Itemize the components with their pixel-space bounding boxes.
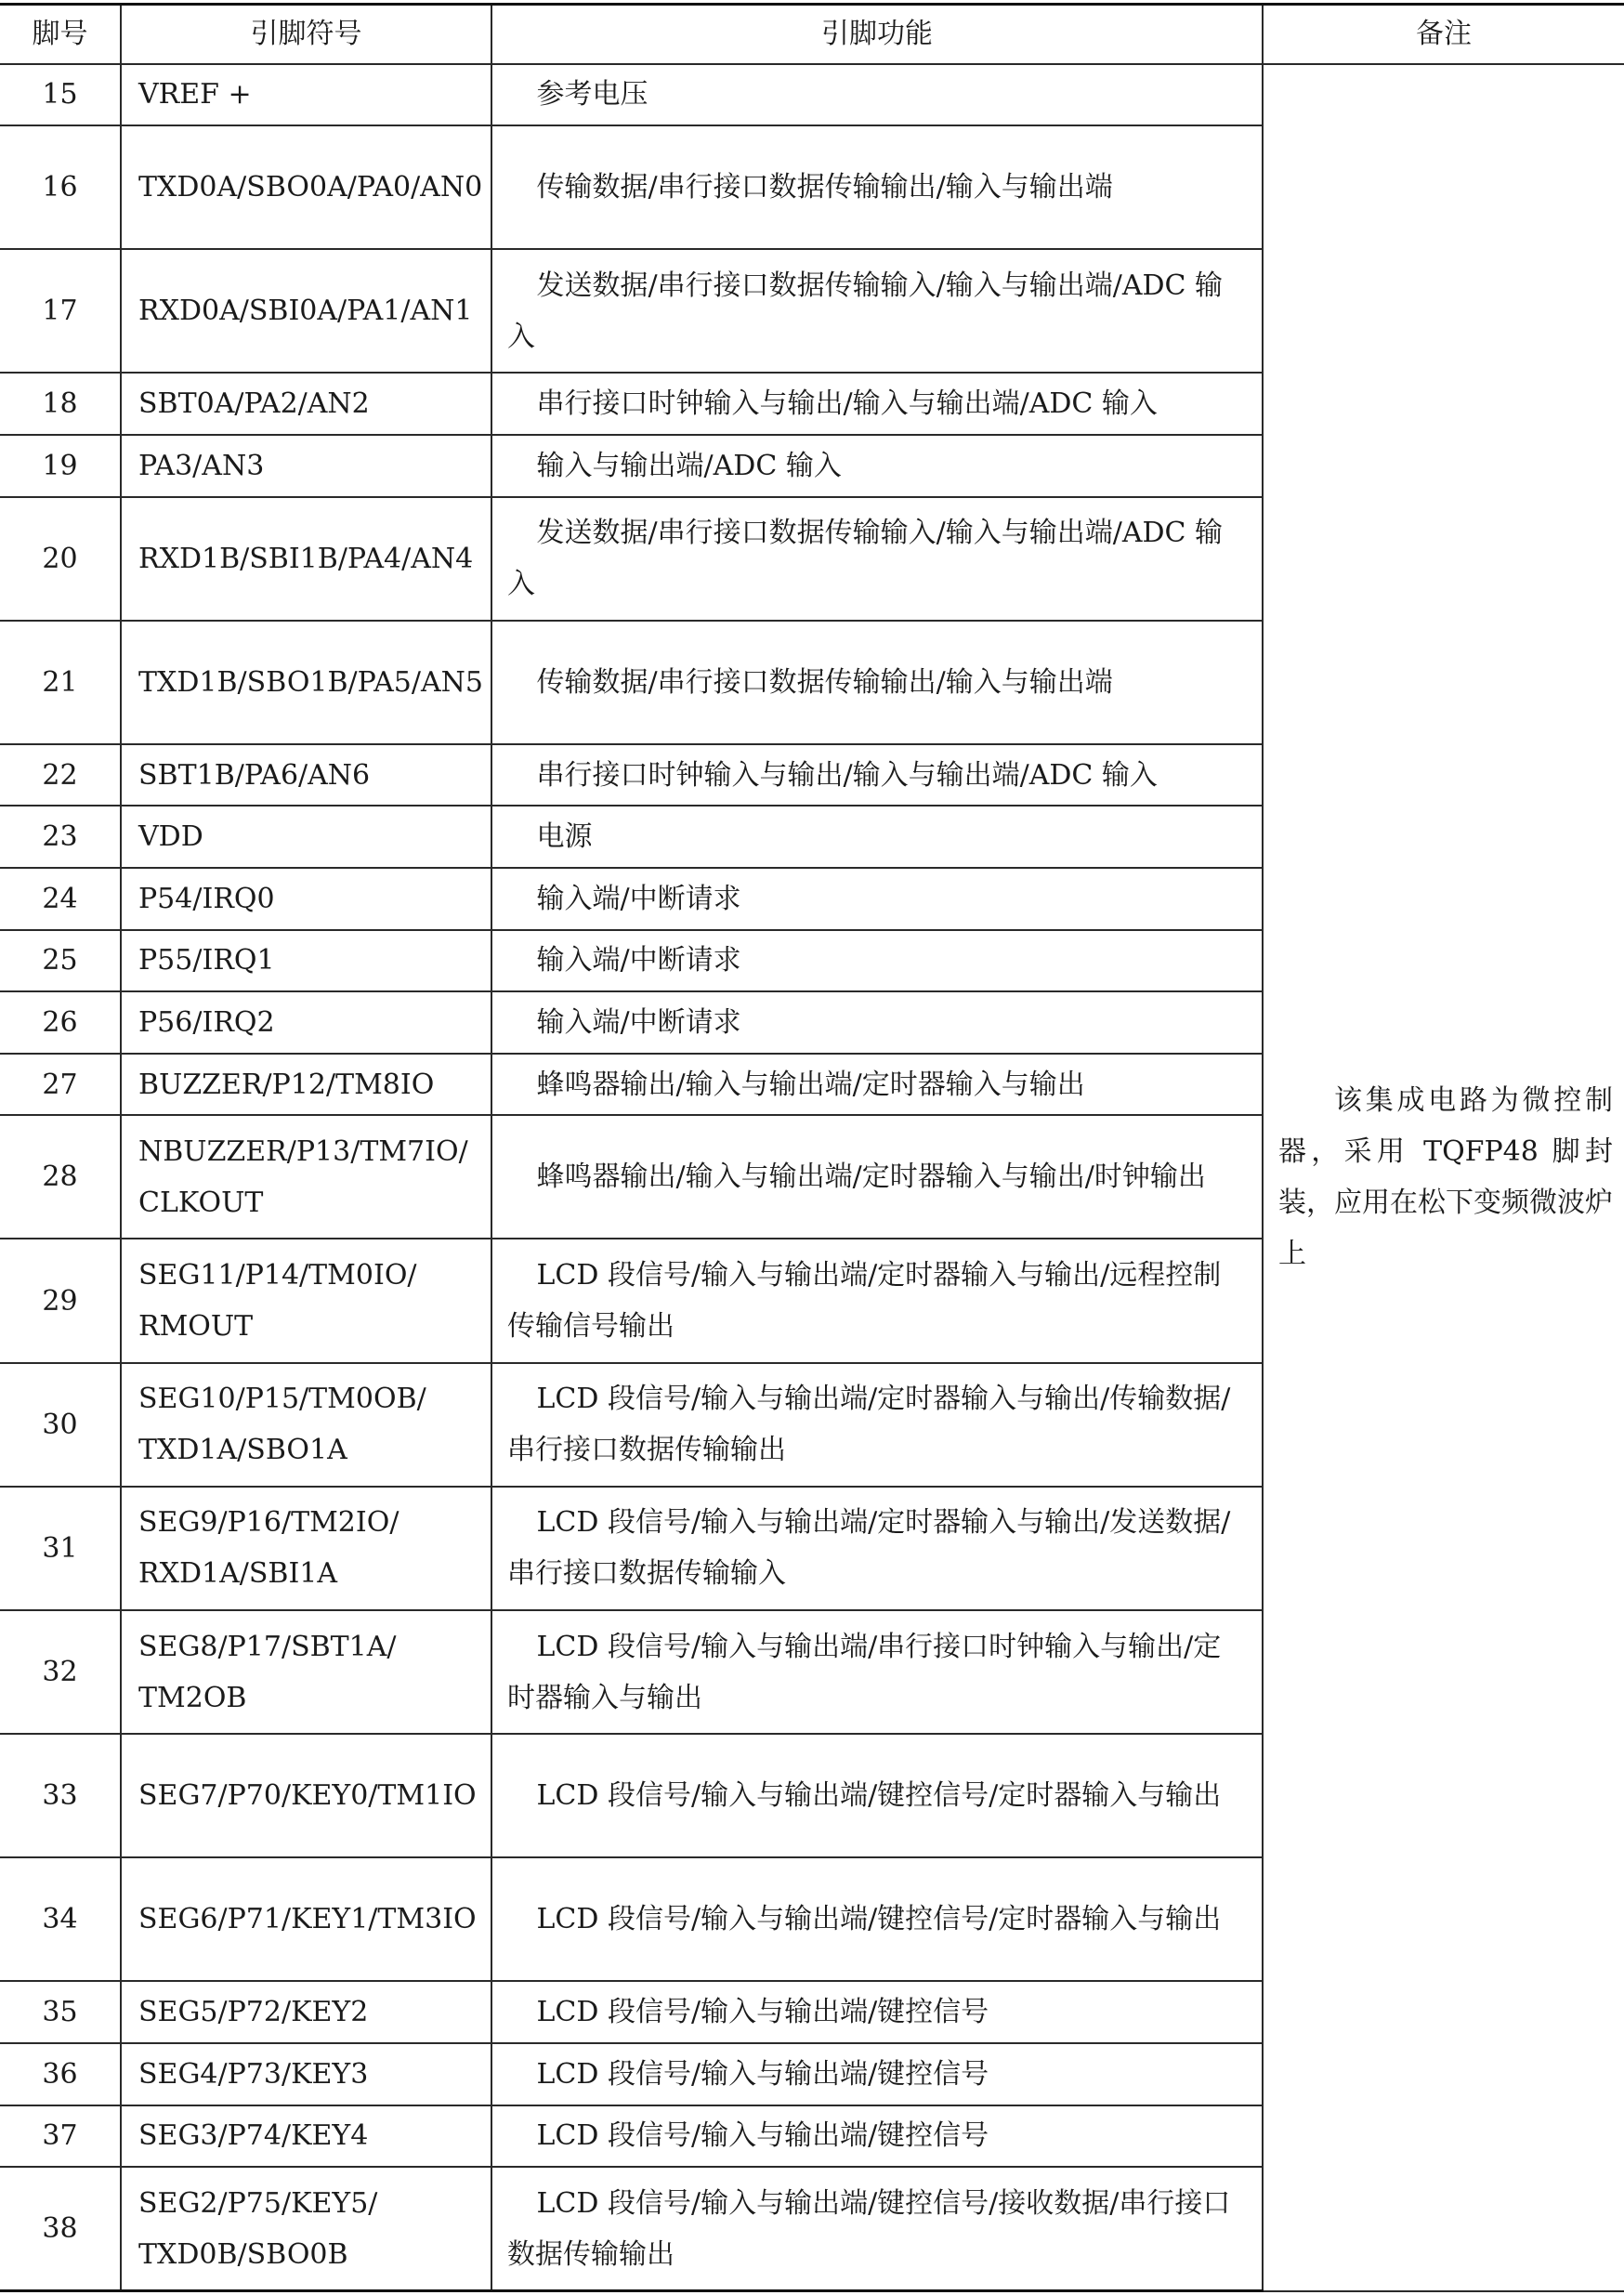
pin-number-cell: 28 — [0, 1115, 121, 1239]
pin-function-cell: LCD 段信号/输入与输出端/键控信号 — [491, 2105, 1263, 2168]
pin-function-table — [0, 3, 1624, 2292]
pin-function-cell: 参考电压 — [491, 64, 1263, 126]
pin-number-cell: 23 — [0, 806, 121, 868]
pin-symbol-cell: SEG7/P70/KEY0/TM1IO — [121, 1734, 491, 1857]
pin-number-cell: 36 — [0, 2043, 121, 2105]
pin-symbol-cell: RXD1B/SBI1B/PA4/AN4 — [121, 497, 491, 621]
header-remarks: 备注 — [1263, 5, 1624, 64]
header-pin-number: 脚号 — [0, 5, 121, 64]
pin-function-cell: 电源 — [491, 806, 1263, 868]
pin-symbol-cell: SEG3/P74/KEY4 — [121, 2105, 491, 2168]
pin-function-cell: LCD 段信号/输入与输出端/键控信号 — [491, 1981, 1263, 2043]
pin-symbol-cell: SEG8/P17/SBT1A/ TM2OB — [121, 1610, 491, 1734]
pin-symbol-cell: NBUZZER/P13/TM7IO/ CLKOUT — [121, 1115, 491, 1239]
pin-symbol-cell: SBT1B/PA6/AN6 — [121, 744, 491, 807]
pin-number-cell: 29 — [0, 1239, 121, 1362]
pin-number-cell: 16 — [0, 125, 121, 249]
pin-function-cell: 输入端/中断请求 — [491, 868, 1263, 930]
pin-function-cell: LCD 段信号/输入与输出端/键控信号/定时器输入与输出 — [491, 1857, 1263, 1981]
pin-function-cell: 发送数据/串行接口数据传输输入/输入与输出端/ADC 输入 — [491, 497, 1263, 621]
pin-function-cell: 输入与输出端/ADC 输入 — [491, 435, 1263, 497]
pin-function-cell: LCD 段信号/输入与输出端/键控信号/接收数据/串行接口数据传输输出 — [491, 2167, 1263, 2290]
pin-number-cell: 32 — [0, 1610, 121, 1734]
pin-symbol-cell: P56/IRQ2 — [121, 991, 491, 1054]
pin-symbol-cell: TXD1B/SBO1B/PA5/AN5 — [121, 621, 491, 744]
pin-symbol-cell: SEG10/P15/TM0OB/ TXD1A/SBO1A — [121, 1363, 491, 1487]
pin-number-cell: 22 — [0, 744, 121, 807]
pin-symbol-cell: SEG2/P75/KEY5/ TXD0B/SBO0B — [121, 2167, 491, 2290]
pin-function-cell: 串行接口时钟输入与输出/输入与输出端/ADC 输入 — [491, 373, 1263, 435]
pin-number-cell: 33 — [0, 1734, 121, 1857]
pin-function-cell: 输入端/中断请求 — [491, 930, 1263, 992]
pin-function-cell: LCD 段信号/输入与输出端/串行接口时钟输入与输出/定时器输入与输出 — [491, 1610, 1263, 1734]
pin-function-cell: LCD 段信号/输入与输出端/定时器输入与输出/远程控制传输信号输出 — [491, 1239, 1263, 1362]
header-row — [0, 5, 1624, 64]
pin-symbol-cell: SEG4/P73/KEY3 — [121, 2043, 491, 2105]
pin-symbol-cell: P55/IRQ1 — [121, 930, 491, 992]
pin-number-cell: 18 — [0, 373, 121, 435]
pin-number-cell: 27 — [0, 1054, 121, 1116]
remarks-cell: 该集成电路为微控制器，采用 TQFP48 脚封装，应用在松下变频微波炉上 — [1263, 64, 1624, 2291]
pin-symbol-cell: SEG9/P16/TM2IO/ RXD1A/SBI1A — [121, 1487, 491, 1610]
pin-number-cell: 20 — [0, 497, 121, 621]
pin-function-cell: 传输数据/串行接口数据传输输出/输入与输出端 — [491, 125, 1263, 249]
pin-symbol-cell: BUZZER/P12/TM8IO — [121, 1054, 491, 1116]
pin-function-cell: LCD 段信号/输入与输出端/键控信号/定时器输入与输出 — [491, 1734, 1263, 1857]
pin-symbol-cell: SEG6/P71/KEY1/TM3IO — [121, 1857, 491, 1981]
pin-function-cell: 输入端/中断请求 — [491, 991, 1263, 1054]
pin-number-cell: 31 — [0, 1487, 121, 1610]
pin-symbol-cell: VDD — [121, 806, 491, 868]
pin-number-cell: 30 — [0, 1363, 121, 1487]
pin-symbol-cell: P54/IRQ0 — [121, 868, 491, 930]
pin-function-cell: LCD 段信号/输入与输出端/键控信号 — [491, 2043, 1263, 2105]
pin-symbol-cell: TXD0A/SBO0A/PA0/AN0 — [121, 125, 491, 249]
header-pin-function: 引脚功能 — [491, 5, 1263, 64]
pin-function-cell: LCD 段信号/输入与输出端/定时器输入与输出/传输数据/串行接口数据传输输出 — [491, 1363, 1263, 1487]
pin-number-cell: 38 — [0, 2167, 121, 2290]
header-pin-symbol: 引脚符号 — [121, 5, 491, 64]
pin-symbol-cell: PA3/AN3 — [121, 435, 491, 497]
pin-symbol-cell: RXD0A/SBI0A/PA1/AN1 — [121, 249, 491, 373]
pin-function-cell: 串行接口时钟输入与输出/输入与输出端/ADC 输入 — [491, 744, 1263, 807]
pin-number-cell: 17 — [0, 249, 121, 373]
pin-number-cell: 25 — [0, 930, 121, 992]
pin-function-cell: 蜂鸣器输出/输入与输出端/定时器输入与输出/时钟输出 — [491, 1115, 1263, 1239]
table-body — [0, 64, 1624, 2291]
pin-number-cell: 15 — [0, 64, 121, 126]
pin-number-cell: 19 — [0, 435, 121, 497]
table-row — [0, 64, 1624, 126]
pin-symbol-cell: SEG11/P14/TM0IO/ RMOUT — [121, 1239, 491, 1362]
pin-symbol-cell: VREF + — [121, 64, 491, 126]
pin-number-cell: 37 — [0, 2105, 121, 2168]
pin-number-cell: 35 — [0, 1981, 121, 2043]
pin-function-cell: 蜂鸣器输出/输入与输出端/定时器输入与输出 — [491, 1054, 1263, 1116]
pin-number-cell: 26 — [0, 991, 121, 1054]
pin-function-cell: 传输数据/串行接口数据传输输出/输入与输出端 — [491, 621, 1263, 744]
pin-function-cell: 发送数据/串行接口数据传输输入/输入与输出端/ADC 输入 — [491, 249, 1263, 373]
pin-symbol-cell: SBT0A/PA2/AN2 — [121, 373, 491, 435]
pin-number-cell: 24 — [0, 868, 121, 930]
pin-number-cell: 34 — [0, 1857, 121, 1981]
pin-number-cell: 21 — [0, 621, 121, 744]
pin-function-cell: LCD 段信号/输入与输出端/定时器输入与输出/发送数据/串行接口数据传输输入 — [491, 1487, 1263, 1610]
pin-symbol-cell: SEG5/P72/KEY2 — [121, 1981, 491, 2043]
